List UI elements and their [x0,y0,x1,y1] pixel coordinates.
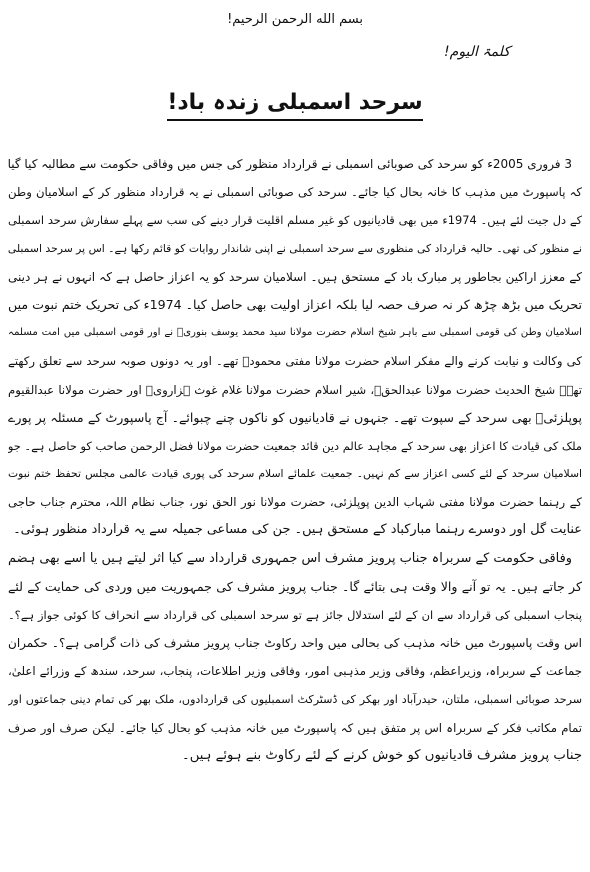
article-title: سرحد اسمبلی زندہ باد! [167,90,422,121]
text-line: جماعت کے سربراہ، وزیراعظم، وفاقی وزیر مذہبی امور، وفاقی وزیر اطلاعات، پنجاب، سرحد، سندھ کے وزرائے اعلیٰ، [8,664,582,679]
text-line: اس وقت پاسپورٹ میں خانہ مذہب کی بحالی میں واحد رکاوٹ جناب پرویز مشرف کی ذات گرامی ہے؟۔ حکمران [8,636,582,651]
text-line: تحریک میں بڑھ چڑھ کر نہ صرف حصہ لیا بلکہ اعزاز اولیت بھی حاصل کیا۔ 1974ء کی تحریک ختم نبوت میں [8,296,582,312]
text-line: پنجاب اسمبلی کی قرارداد سے ان کے لئے استدلال جائز ہے تو سرحد اسمبلی کی قرارداد سے انحراف کا کوئی جواز ہے؟۔ [8,608,582,622]
text-line: کی وکالت و نیابت کرنے والے مفکر اسلام حضرت مولانا مفتی محمودؒ تھے۔ اور یہ دونوں صوبہ سرحد سے تعلق رکھتے [8,354,582,369]
text-line: تمام مکاتب فکر کے سربراہ اس پر متفق ہیں کہ پاسپورٹ میں خانہ مذہب کو بحال کیا جائے۔ لیکن صرف اور صرف [8,720,582,735]
text-line: پوپلزئیؒ بھی سرحد کے سپوت تھے۔ جنہوں نے قادیانیوں کو ناکوں چنے چبوائے۔ آج پاسپورٹ کے مسئلہ پر پورے [8,409,582,425]
text-line: کے معزز اراکین بجاطور پر مبارک باد کے مستحق ہیں۔ اسلامیان سرحد کو یہ اعزاز حاصل ہے کہ انہوں نے ہر دینی [8,269,582,284]
text-line: کر جاتے ہیں۔ یہ تو آنے والا وقت ہی بتائے گا۔ جناب پرویز مشرف کی جمہوریت میں وردی کی حمایت کے لئے [8,578,582,594]
text-line: جناب پرویز مشرف قادیانیوں کو خوش کرنے کے لئے رکاوٹ بنے ہوئے ہیں۔ [181,747,582,763]
text-line: کے دل جیت لئے ہیں۔ 1974ء میں بھی قادیانیوں کو غیر مسلم اقلیت قرار دینے کی سب سے پہلے سفارش سرحد اسمبلی [8,213,582,228]
text-line: کے رہنما حضرت مولانا مفتی شہاب الدین پوپلزئی، حضرت مولانا نور الحق نور، جناب نظام اللہ، محترم جناب حاجی [8,495,582,510]
column-label: کلمۃ الیوم! [444,44,510,60]
text-line: اسلامیان سرحد کے لئے کسی اعزاز سے کم نہیں۔ جمعیت علمائے اسلام سرحد کی پوری قیادت عالمی مجلس تحفظ ختم نبوت [8,467,582,481]
bismillah-heading: بسم الله الرحمن الرحیم! [227,12,363,27]
text-line: وفاقی حکومت کے سربراہ جناب پرویز مشرف اس جمہوری قرارداد سے کیا اثر لیتے ہیں یا اسے بھی ہضم [8,550,572,566]
text-line: 3 فروری 2005ء کو سرحد کی صوبائی اسمبلی نے قرارداد منظور کی جس میں وفاقی حکومت سے مطالبہ کیا گیا [8,157,572,171]
text-line: سرحد صوبائی اسمبلی، ملتان، حیدرآباد اور بھکر کی ڈسٹرکٹ اسمبلیوں کی قراردادوں، ملک بھر کی تمام دینی جماعتوں اور [8,692,582,706]
title-container [0,90,590,121]
text-line: تھے۔ شیخ الحدیث حضرت مولانا عبدالحقؒ، شیر اسلام حضرت مولانا غلام غوث ہزارویؒ اور حضرت مولانا عبدالقیوم [8,382,582,397]
text-line: ملک کی قیادت کا اعزاز بھی سرحد کے مجاہد عالم دین قائد جمعیت حضرت مولانا فضل الرحمن صاحب کو حاصل ہے۔ جو [8,438,582,453]
text-line: نے منظور کی تھی۔ حالیہ قرارداد کی منظوری سے سرحد اسمبلی نے اپنی شاندار روایات کو قائم رکھا ہے۔ اس پر سرحد اسمبلی [8,241,582,255]
text-line: عنایت گل اور دوسرے رہنما مبارکباد کے مستحق ہیں۔ جن کی مساعی جمیلہ سے یہ قرارداد منظور ہوئی۔ [13,522,582,538]
article-body [8,150,582,770]
text-line: اسلامیان وطن کی قومی اسمبلی سے باہر شیخ اسلام حضرت مولانا سید محمد یوسف بنوریؒ نے اور قومی اسمبلی میں امت مسلمہ [8,327,582,339]
text-line: کہ پاسپورٹ میں مذہب کا خانہ بحال کیا جائے۔ سرحد کی صوبائی اسمبلی نے یہ قرارداد منظور کر کے اسلامیان وطن [8,185,582,200]
